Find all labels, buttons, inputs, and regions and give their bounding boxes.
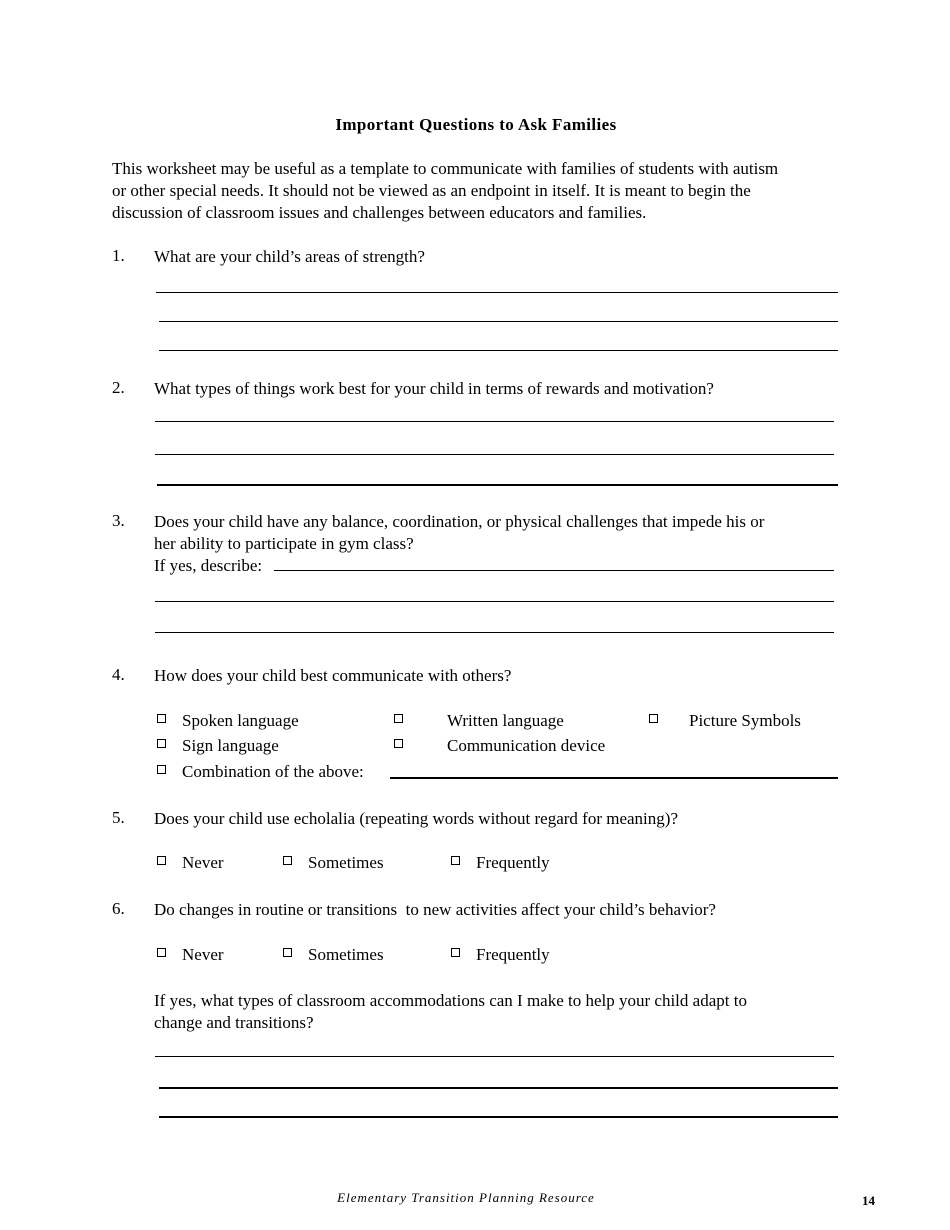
footer-title: Elementary Transition Planning Resource xyxy=(337,1190,595,1205)
option-frequently: Frequently xyxy=(476,853,550,872)
option-never: Never xyxy=(182,945,224,964)
intro-line: discussion of classroom issues and challenges between educators and families. xyxy=(112,203,647,222)
option-sometimes: Sometimes xyxy=(308,945,384,964)
answer-line[interactable] xyxy=(155,1056,834,1057)
answer-line[interactable] xyxy=(155,601,834,602)
option-combination: Combination of the above: xyxy=(182,762,364,781)
answer-line[interactable] xyxy=(159,1087,838,1089)
question-4-text: How does your child best communicate with others? xyxy=(154,666,512,685)
checkbox-spoken-language[interactable] xyxy=(157,714,166,723)
intro-line: This worksheet may be useful as a template to communicate with families of students with autism xyxy=(112,159,779,178)
checkbox-never[interactable] xyxy=(157,856,166,865)
combination-answer-line[interactable] xyxy=(390,777,838,779)
describe-answer-line[interactable] xyxy=(274,570,834,571)
question-6-text: Do changes in routine or transitions to new activities affect your child’s behavior? xyxy=(154,900,716,919)
option-spoken-language: Spoken language xyxy=(182,711,299,730)
answer-line[interactable] xyxy=(159,350,838,351)
option-never: Never xyxy=(182,853,224,872)
question-6-followup xyxy=(154,990,747,1034)
page-number: 14 xyxy=(862,1193,875,1208)
checkbox-picture-symbols[interactable] xyxy=(649,714,658,723)
answer-line[interactable] xyxy=(159,1116,838,1118)
checkbox-sometimes[interactable] xyxy=(283,948,292,957)
page-title: Important Questions to Ask Families xyxy=(335,115,617,134)
if-yes-describe-label: If yes, describe: xyxy=(154,556,263,575)
followup-line: If yes, what types of classroom accommodations can I make to help your child adapt to xyxy=(154,991,747,1010)
question-6-number: 6. xyxy=(112,899,125,918)
question-2-number: 2. xyxy=(112,378,125,397)
option-communication-device: Communication device xyxy=(447,736,606,755)
intro-line: or other special needs. It should not be viewed as an endpoint in itself. It is meant to begin the xyxy=(112,181,751,200)
followup-line: change and transitions? xyxy=(154,1013,314,1032)
question-2-text: What types of things work best for your child in terms of rewards and motivation? xyxy=(154,379,714,398)
question-5-text: Does your child use echolalia (repeating words without regard for meaning)? xyxy=(154,809,678,828)
answer-line[interactable] xyxy=(155,421,834,422)
checkbox-sign-language[interactable] xyxy=(157,739,166,748)
option-picture-symbols: Picture Symbols xyxy=(689,711,801,730)
checkbox-frequently[interactable] xyxy=(451,856,460,865)
checkbox-frequently[interactable] xyxy=(451,948,460,957)
checkbox-never[interactable] xyxy=(157,948,166,957)
answer-line[interactable] xyxy=(156,292,838,293)
question-1-text: What are your child’s areas of strength? xyxy=(154,247,425,266)
option-frequently: Frequently xyxy=(476,945,550,964)
checkbox-written-language[interactable] xyxy=(394,714,403,723)
question-1-number: 1. xyxy=(112,246,125,265)
question-4-number: 4. xyxy=(112,665,125,684)
option-written-language: Written language xyxy=(447,711,564,730)
answer-line[interactable] xyxy=(155,454,834,455)
checkbox-combination[interactable] xyxy=(157,765,166,774)
question-3-text xyxy=(154,511,764,577)
option-sometimes: Sometimes xyxy=(308,853,384,872)
option-sign-language: Sign language xyxy=(182,736,279,755)
question-3-line: her ability to participate in gym class? xyxy=(154,534,414,553)
answer-line[interactable] xyxy=(159,321,838,322)
checkbox-communication-device[interactable] xyxy=(394,739,403,748)
question-3-number: 3. xyxy=(112,511,125,530)
answer-line[interactable] xyxy=(155,632,834,633)
answer-line[interactable] xyxy=(157,484,838,486)
intro-paragraph xyxy=(112,158,852,224)
question-5-number: 5. xyxy=(112,808,125,827)
checkbox-sometimes[interactable] xyxy=(283,856,292,865)
question-3-line: Does your child have any balance, coordination, or physical challenges that impede his or xyxy=(154,512,765,531)
